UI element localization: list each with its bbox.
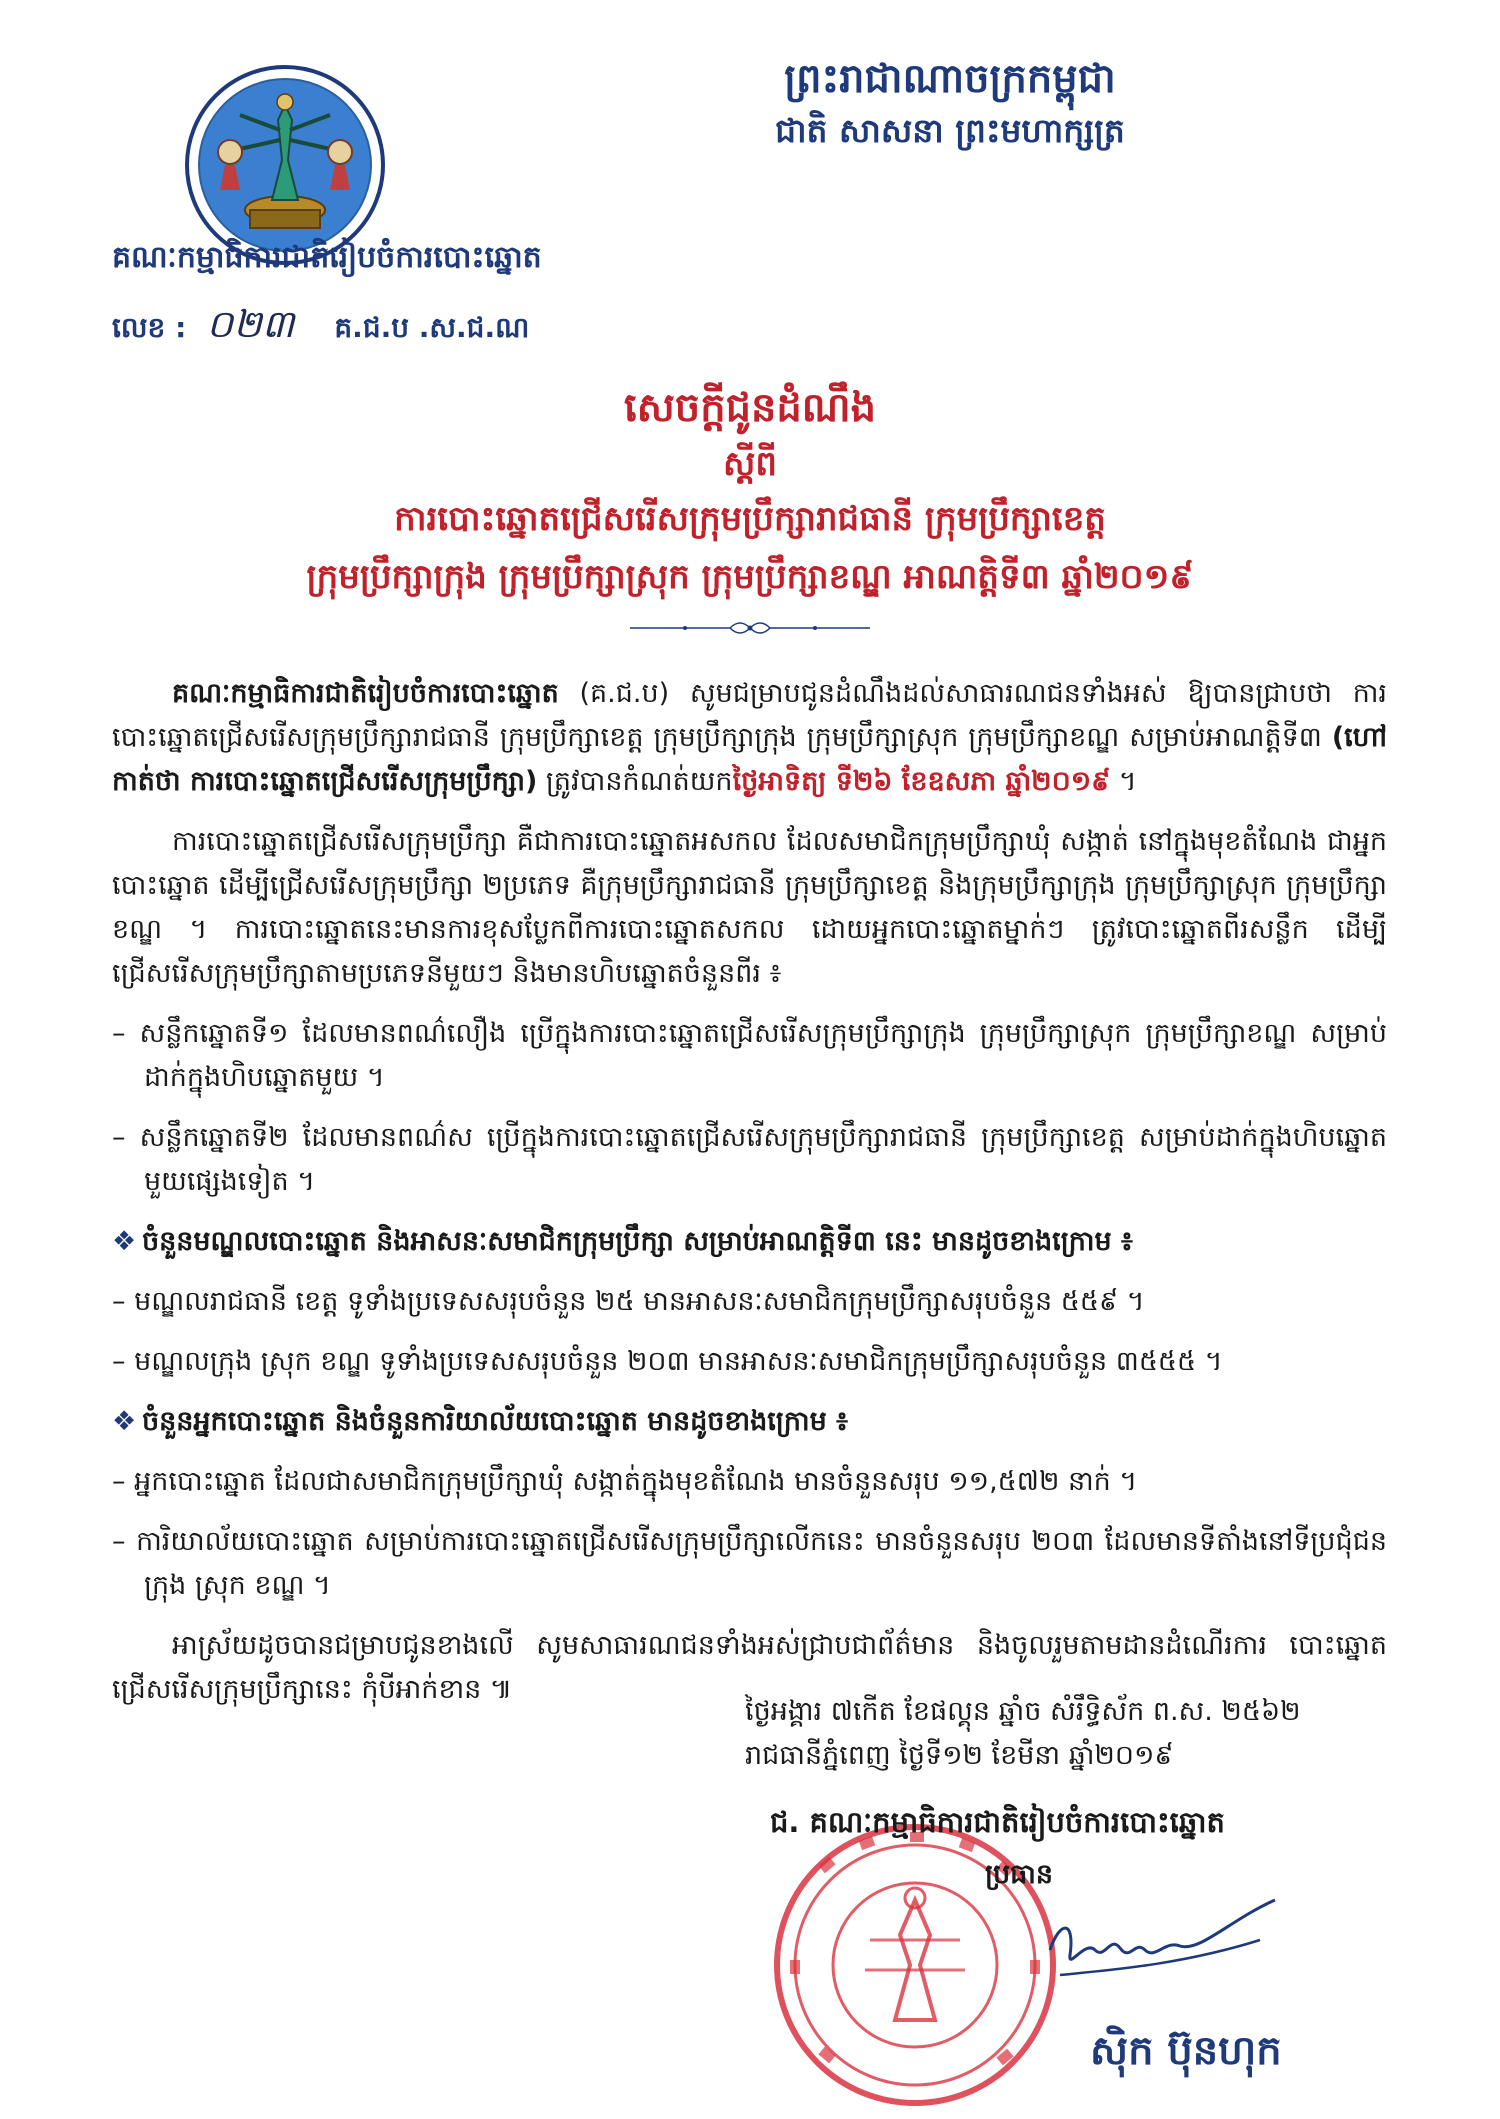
p1-end: ។ [1110,766,1137,797]
number-value: ០២៣ [206,302,295,346]
title-line-3: ការបោះឆ្នោតជ្រើសរើសក្រុមប្រឹក្សារាជធានី ក្រុមប្រឹក្សាខេត្ត [394,499,1106,539]
constituency-item-2: – មណ្ឌលក្រុង ស្រុក ខណ្ឌ ទូទាំងប្រទេសសរុបចំនួន ២០៣ មានអាសនៈសមាជិកក្រុមប្រឹក្សាសរុបចំនួន ៣៥៥៥ ។ [112,1346,1223,1377]
paragraph-2: ការបោះឆ្នោតជ្រើសរើសក្រុមប្រឹក្សា គឺជាការបោះឆ្នោតអសកល ដែលសមាជិកក្រុមប្រឹក្សាឃុំ សង្កាត់ នៅក្នុងមុខតំណែង ជាអ្នកបោះឆ្នោត ដើម្បីជ្រើសរើសក្រុមប្រឹក្សា ២ប្រភេទ គឺក្រុមប្រឹក្សារាជធានី ក្រុមប្រឹក្សាខេត្ត និងក្រុមប្រឹក្សាក្រុង ក្រុមប្រឹក្សាស្រុក ក្រុមប្រឹក្សាខណ្ឌ ។ ការបោះឆ្នោតនេះមានការខុសប្លែកពីការបោះឆ្នោតសកល ដោយអ្នកបោះឆ្នោតម្នាក់ៗ ត្រូវបោះឆ្នោតពីរសន្លឹក ដើម្បីជ្រើសរើសក្រុមប្រឹក្សាតាមប្រភេទនីមួយៗ និងមានហិបឆ្នោតចំនួនពីរ ៖ [112,826,1387,989]
paragraph-1 [112,672,1387,804]
bullet-icon: ❖ [112,1226,137,1257]
ornament-divider-icon [625,618,875,638]
title-line-2: ស្តីពី [723,444,777,484]
ballot-item-2: – សន្លឹកឆ្នោតទី២ ដែលមានពណ៌ស ប្រើក្នុងការបោះឆ្នោតជ្រើសរើសក្រុមប្រឹក្សារាជធានី ក្រុមប្រឹក្សាខេត្ត សម្រាប់ដាក់ក្នុងហិបឆ្នោតមួយផ្សេងទៀត ។ [112,1122,1387,1197]
p1-text-a: (គ.ជ.ប) សូមជម្រាបជូនដំណឹងដល់សាធារណជនទាំងអស់ ឱ្យបានជ្រាបថា ការបោះឆ្នោតជ្រើសរើសក្រុមប្រឹក្សារាជធានី ក្រុមប្រឹក្សាខេត្ត ក្រុមប្រឹក្សាក្រុង ក្រុមប្រឹក្សាស្រុក ក្រុមប្រឹក្សាខណ្ឌ សម្រាប់អាណត្តិទី៣ [112,678,1387,753]
signatory-position: ប្រធាន [985,1859,1054,1890]
committee-name: គណៈកម្មាធិការជាតិរៀបចំការបោះឆ្នោត [112,240,542,275]
notice-body [112,672,1387,1728]
title-line-4: ក្រុមប្រឹក្សាក្រុង ក្រុមប្រឹក្សាស្រុក ក្រុមប្រឹក្សាខណ្ឌ អាណត្តិទី៣ ឆ្នាំ២០១៩ [306,557,1194,597]
number-suffix: គ.ជ.ប .ស.ជ.ណ [334,311,530,344]
voter-item-1: – អ្នកបោះឆ្នោត ដែលជាសមាជិកក្រុមប្រឹក្សាឃុំ សង្កាត់ក្នុងមុខតំណែង មានចំនួនសរុប ១១,៥៧២ នាក់ ។ [112,1466,1138,1497]
voter-item-2: – ការិយាល័យបោះឆ្នោត សម្រាប់ការបោះឆ្នោតជ្រើសរើសក្រុមប្រឹក្សាលើកនេះ មានចំនួនសរុប ២០៣ ដែលមានទីតាំងនៅទីប្រជុំជនក្រុង ស្រុក ខណ្ឌ ។ [112,1526,1387,1601]
date-block [745,1690,1301,1778]
lunar-date: ថ្ងៃអង្គារ ៧កើត ខែផល្គុន ឆ្នាំច សំរឹទ្ធិស័ក ព.ស. ២៥៦២ [745,1696,1301,1727]
solar-date: រាជធានីភ្នំពេញ ថ្ងៃទី១២ ខែមីនា ឆ្នាំ២០១៩ [745,1740,1174,1771]
bullet-2-text: ចំនួនអ្នកបោះឆ្នោត និងចំនួនការិយាល័យបោះឆ្នោត មានដូចខាងក្រោម ៖ [142,1406,848,1437]
reference-number [112,300,529,356]
p1-text-b: ត្រូវបានកំណត់យក [537,766,733,797]
motto: ជាតិ សាសនា ព្រះមហាក្សត្រ [775,111,1125,150]
number-label: លេខ : [112,311,187,344]
signatory-office: ជ. គណៈកម្មាធិការជាតិរៀបចំការបោះឆ្នោត [770,1805,1225,1839]
committee-name-inline: គណៈកម្មាធិការជាតិរៀបចំការបោះឆ្នោត [172,678,559,709]
election-date: ថ្ងៃអាទិត្យ ទី២៦ ខែឧសភា ឆ្នាំ២០១៩ [732,766,1111,797]
signatory-name: ស៊ិក ប៊ុនហុក [1090,2028,1282,2074]
bullet-icon: ❖ [112,1406,137,1437]
bullet-1-text: ចំនួនមណ្ឌលបោះឆ្នោត និងអាសនៈសមាជិកក្រុមប្រឹក្សា សម្រាប់អាណត្តិទី៣ នេះ មានដូចខាងក្រោម ៖ [142,1226,1133,1257]
paragraph-closing: អាស្រ័យដូចបានជម្រាបជូនខាងលើ សូមសាធារណជនទាំងអស់ជ្រាបជាព័ត៌មាន និងចូលរួមតាមដានដំណើរការ បោះឆ្នោតជ្រើសរើសក្រុមប្រឹក្សានេះ កុំបីអាក់ខាន ៕ [112,1630,1387,1705]
ballot-item-1: – សន្លឹកឆ្នោតទី១ ដែលមានពណ៌លឿង ប្រើក្នុងការបោះឆ្នោតជ្រើសរើសក្រុមប្រឹក្សាក្រុង ក្រុមប្រឹក្សាស្រុក ក្រុមប្រឹក្សាខណ្ឌ សម្រាប់ដាក់ក្នុងហិបឆ្នោតមួយ ។ [112,1018,1387,1093]
handwritten-signature-icon [1030,1880,1290,2000]
bullet-constituencies [112,1220,1387,1264]
kingdom-title: ព្រះរាជាណាចក្រកម្ពុជា [784,56,1116,102]
constituency-item-1: – មណ្ឌលរាជធានី ខេត្ត ទូទាំងប្រទេសសរុបចំនួន ២៥ មានអាសនៈសមាជិកក្រុមប្រឹក្សាសរុបចំនួន ៥៥៩ ។ [112,1286,1145,1317]
notice-title [150,378,1350,606]
title-line-1: សេចក្តីជូនដំណឹង [624,385,876,431]
p1-parenthetical: (ហៅកាត់ថា ការបោះឆ្នោតជ្រើសរើសក្រុមប្រឹក្សា) [112,722,1387,797]
bullet-voters [112,1400,1387,1444]
kingdom-motto [690,52,1210,156]
